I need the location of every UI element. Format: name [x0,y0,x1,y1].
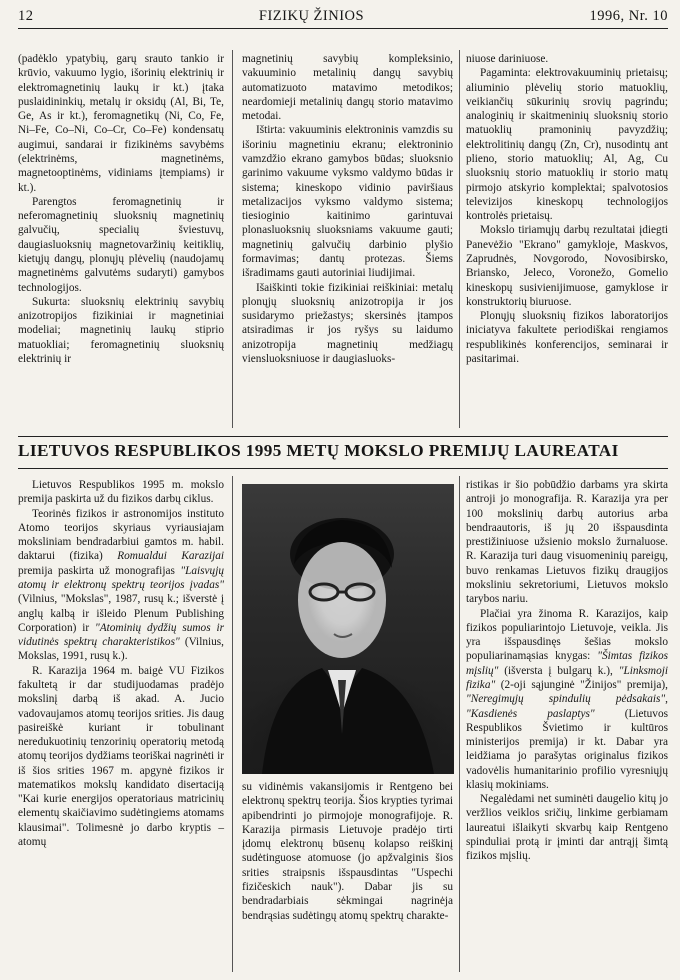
top-column-3 [466,52,668,366]
banner-bottom-rule [18,468,668,469]
top-column-2 [242,52,453,366]
paragraph: Plonųjų sluoksnių fizikos laboratorijos iniciatyva fakultete periodiškai rengiamos respublikinės konferencijos, seminarai ir pasitarimai. [466,310,668,365]
column-divider [459,476,460,972]
paragraph: magnetinių savybių kompleksinio, vakuuminio metalinių dangų savybių automatizuoto matavimo metodikos; neardomieji metalinių dangų storio matavimo metodai. [242,53,453,123]
header-rule [18,28,668,29]
book-title: "Linksmoji fizika" [466,664,669,691]
book-title: "Atominių dydžių sumos ir vidutinės spektrų charakteristikos" [18,621,224,649]
column-divider [232,476,233,972]
bottom-column-3 [466,478,668,864]
paragraph: Lietuvos Respublikos 1995 m. mokslo premija paskirta už du fizikos darbų ciklus. [18,479,224,506]
paragraph: Ištirta: vakuuminis elektroninis vamzdis su išoriniu magnetiniu ekranu; elektroninio vamzdžio ekrano gamybos būdas; sluoksnio garinimo vakuume vyksmo valdymo būdas ir sistema; kineskopo vidinio paviršiaus metalizacijos vyksmo valdymo sistema; tiesioginio kaitinimo garintuvai plonasluoksnių sluoksniams vakuume gauti; magnetinių galvučių darbinio plyšio formavimas; dantų protezas. Šiems išradimams gauti autoriniai liudijimai. [242,124,453,280]
journal-title: FIZIKŲ ŽINIOS [258,7,365,24]
paragraph: su vidinėmis vakansijomis ir Rentgeno bei elektronų spektrų teorija. Šios krypties tyrimai apibendrinti jo pirmojoje monografijoje. R. Karazija pirmasis Lietuvoje pradėjo tirti įdomų elektronų būsenų kolapso reiškinį sudėtinguose atomuose (jo apžvalginis šios srities straipsnis išspausdintas "Uspechi fizičeskich nauk"). Dabar jis su bendradarbiais sėkmingai nagrinėja bendrąsias sudėtingų atomų spektrų charakte- [242,781,453,922]
paragraph: Plačiai yra žinoma R. Karazijos, kaip fizikos populiarintojo Lietuvoje, veikla. Jis yra išspausdinęs šešias mokslo populiarinamąsias knygas: "Šimtas fizikos mįslių" (išversta į bulgarų k.), "Linksmoji fizika" (2-oji sąjunginė "Žinijos" premija), "Neregimųjų spindulių pėdsakais", "Kasdienės paslaptys" (Lietuvos Respublikos Švietimo ir kultūros ministerijos premija) ir kt. Dabar yra leidžiama jo parašytas originalus fizikos vadovėlis humanitarinio profilio vyresniųjų klasių mokiniams. [466,607,669,791]
portrait-silhouette [242,484,454,774]
paragraph: Teorinės fizikos ir astronomijos instituto Atomo teorijos skyriaus vyriausiajam moksliniam bendradarbiui gamtos m. habil. daktarui (fizika) Romualdui Karazijai premija paskirta už monografijas "Laisvųjų atomų ir elektronų spektrų teorijos įvadas" (Vilnius, "Mokslas", 1987, rusų k.; išverstė į anglų kalbą ir išleido Plenum Publishing Corporation) ir "Atominių dydžių sumos ir vidutinės spektrų charakteristikos" (Vilnius, Mokslas, 1991, rusų k.). [18,507,225,663]
issue-number: 1996, Nr. 10 [589,7,668,24]
bottom-column-2 [242,780,453,923]
paragraph: Pagaminta: elektrovakuuminių prietaisų; aliuminio plėvelių storio matuoklių, veikiančių sūkurinių srovių pagrindu; analoginių ir skaitmeninių sluoksnių storio matuoklių pramoninių pavyzdžių; elektrolitinių dangų (Zn, Cr), nusodintų ant plieno, storio matuoklių; Al, Ag, Cu sluoksnių storio matuoklių ir storio matų pirmojo atskyrio komplektai; spalvotosios televizijos kineskopų technologijos kontrolės prietaisų. [466,67,668,223]
paragraph: R. Karazija 1964 m. baigė VU Fizikos fakultetą ir dar studijuodamas pradėjo mokslinį darbą iš akad. A. Jucio vadovaujamos atomų teorijos srities. Jis daug pasireiškė kuriant ir tobulinant neredukuotinių tenzorinių operatorių metodą atomų teorijos dydžiams teoriškai nagrinėti ir iš šios srities 1967 m. apgynė fizikos ir matematikos mokslų kandidato disertaciją "Kai kurie energijos operatoriaus matricinių elementų skaičiavimo sudėtingiems atomams klausimai". Tolimesnė jo darbo kryptis – atomų [18,664,224,849]
portrait-photo [242,484,454,774]
top-column-1 [18,52,224,366]
laureate-name: Romualdui Karazijai [117,550,225,563]
bottom-column-1 [18,478,224,849]
paragraph: Negalėdami net suminėti daugelio kitų jo veržlios veiklos sričių, linkime gerbiamam laureatui išlaikyti skvarbų kaip Rentgeno spinduliai protą ir įminti dar antrąjį šimtą fizikos mįslių. [466,793,668,863]
paragraph: (padėklo ypatybių, garų srauto tankio ir krūvio, vakuumo lygio, išorinių elektrinių ir elektromagnetinių laukų ir kt.) įtaka puslaidininkių, metalų ir oksidų (Al, Bi, Te, Ge, As ir kt.), feromagnetikų (Ni, Co, Fe, Ni–Fe, Co–Ni, Co–Cr, Co–Fe) kondensatų augimui, sandarai ir fizikinėms savybėms (elektrinėms, magnetinėms, magnetooptinėms, vidiniams įtempiams) ir kt.). [18,53,224,194]
book-title: "Kasdienės paslaptys" [466,707,595,720]
page-number: 12 [18,7,34,24]
paragraph: Parengtos feromagnetinių ir neferomagnetinių sluoksnių magnetinių galvučių, specialių šviestuvų, daugiasluoksnių magnetovaržinių keitiklių, kietųjų dangų, plonųjų plėvelių (naudojamų magnetinėms galvutėms sudaryti) gamybos technologijos. [18,195,224,294]
section-headline: LIETUVOS RESPUBLIKOS 1995 METŲ MOKSLO PREMIJŲ LAUREATAI [18,441,619,460]
banner-top-rule [18,436,668,437]
paragraph: Išaiškinti tokie fizikiniai reiškiniai: metalų plonųjų sluoksnių anizotropija ir jos susidarymo priežastys; skersinės įtampos atsiradimas ir jos ryšys su laidumo anizotropija magnetinių medžiagų viensluoksniuose ir daugiasluoks- [242,281,453,365]
paragraph: ristikas ir šio pobūdžio darbams yra skirta antroji jo monografija. R. Karazija yra per 100 mokslinių darbų autorius arba bendraautoris, iš jų 20 išspausdinta prestižiniuose užsienio mokslo žurnaluose. R. Karazija turi daug visuomeninių pareigų, buvo renkamas Lietuvos fizikų draugijos moksliniu sekretoriumi, Lietuvos mokslo tarybos nariu. [466,479,668,606]
book-title: "Šimtas fizikos mįslių" [466,650,668,677]
paragraph: niuose dariniuose. [466,53,549,65]
paragraph: Sukurta: sluoksnių elektrinių savybių anizotropijos fizikiniai ir magnetiniai modeliai; magnetinių laukų stiprio matuokliai; feromagnetinių sluoksnių elektrinių ir [18,295,224,365]
book-title: "Laisvųjų atomų ir elektronų spektrų teorijos įvadas" [18,564,224,591]
paragraph: Mokslo tiriamųjų darbų rezultatai įdiegti Panevėžio "Ekrano" gamykloje, Maskvos, Zaprudnės, Novgorodo, Novosibirsko, Briansko, Jeleco, Voronežo, Gomelio kineskopų susivienijimuose, gamyklose ir konstruktorių biuruose. [466,224,668,308]
column-divider [232,50,233,428]
column-divider [459,50,460,428]
book-title: "Neregimųjų spindulių pėdsakais" [466,693,666,706]
page-header [18,4,668,28]
